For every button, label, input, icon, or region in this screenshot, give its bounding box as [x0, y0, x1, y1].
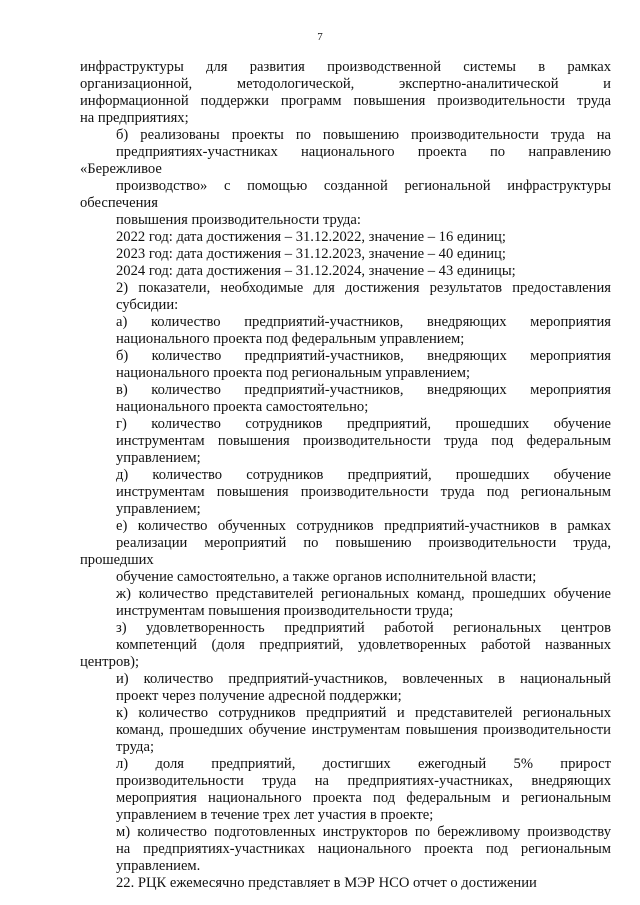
- text-line: обучение самостоятельно, а также органов исполнительной власти;: [116, 569, 537, 585]
- paragraph: [80, 229, 611, 246]
- text-line: 2) показатели, необходимые для достижения результатов предоставления: [116, 280, 611, 296]
- text-line: 2024 год: дата достижения – 31.12.2024, значение – 43 единицы;: [116, 263, 516, 279]
- text-line: реализации мероприятий по повышению производительности труда, прошедших: [80, 535, 611, 568]
- text-line: национального проекта под региональным управлением;: [116, 365, 471, 381]
- text-line: ж) количество представителей региональных команд, прошедших обучение: [116, 586, 611, 602]
- document-body: [80, 59, 611, 892]
- text-line: д) количество сотрудников предприятий, прошедших обучение: [116, 467, 611, 483]
- paragraph: [80, 382, 611, 416]
- text-line: организационной, методологической, экспертно-аналитической и: [80, 76, 611, 92]
- text-line: 2023 год: дата достижения – 31.12.2023, значение – 40 единиц;: [116, 246, 506, 262]
- text-line: е) количество обученных сотрудников предприятий-участников в рамках: [116, 518, 611, 534]
- text-line: компетенций (доля предприятий, удовлетворенных работой названных центров);: [80, 637, 611, 670]
- paragraph: [80, 671, 611, 705]
- text-line: 2022 год: дата достижения – 31.12.2022, значение – 16 единиц;: [116, 229, 506, 245]
- text-line: л) доля предприятий, достигших ежегодный 5% прирост: [116, 756, 611, 772]
- text-line: м) количество подготовленных инструкторов по бережливому производству: [116, 824, 611, 840]
- text-line: мероприятия национального проекта под федеральным и региональным: [116, 790, 611, 806]
- text-line: на предприятиях-участниках национального проекта под региональным: [116, 841, 611, 857]
- text-line: управлением.: [116, 858, 201, 874]
- paragraph: [80, 756, 611, 824]
- text-line: предприятиях-участниках национального проекта по направлению «Бережливое: [80, 144, 611, 177]
- paragraph: [80, 127, 611, 229]
- text-line: инструментам повышения производительности труда;: [116, 603, 454, 619]
- text-line: проект через получение адресной поддержки;: [116, 688, 402, 704]
- text-line: в) количество предприятий-участников, внедряющих мероприятия: [116, 382, 611, 398]
- text-line: и) количество предприятий-участников, вовлеченных в национальный: [116, 671, 611, 687]
- text-line: управлением в течение трех лет участия в проекте;: [116, 807, 434, 823]
- text-line: б) количество предприятий-участников, внедряющих мероприятия: [116, 348, 611, 364]
- text-line: повышения производительности труда:: [116, 212, 361, 228]
- text-line: производительности труда на предприятиях-участниках, внедряющих: [116, 773, 611, 789]
- text-line: труда;: [116, 739, 154, 755]
- text-line: информационной поддержки программ повышения производительности труда: [80, 93, 611, 109]
- paragraph: [80, 620, 611, 671]
- text-line: к) количество сотрудников предприятий и представителей региональных: [116, 705, 611, 721]
- paragraph: [80, 875, 611, 892]
- text-line: б) реализованы проекты по повышению производительности труда на: [116, 127, 611, 143]
- text-line: производство» с помощью созданной региональной инфраструктуры обеспечения: [80, 178, 611, 211]
- text-line: на предприятиях;: [80, 110, 189, 126]
- paragraph: [80, 416, 611, 467]
- paragraph: [80, 280, 611, 314]
- text-line: национального проекта самостоятельно;: [116, 399, 369, 415]
- text-line: а) количество предприятий-участников, внедряющих мероприятия: [116, 314, 611, 330]
- page-number: 7: [317, 31, 323, 43]
- text-line: субсидии:: [116, 297, 179, 313]
- paragraph: [80, 824, 611, 875]
- paragraph: [80, 348, 611, 382]
- text-line: команд, прошедших обучение инструментам повышения производительности: [116, 722, 611, 738]
- paragraph: [80, 705, 611, 756]
- paragraph: [80, 59, 611, 127]
- text-line: управлением;: [116, 501, 201, 517]
- text-line: инструментам повышения производительности труда под федеральным: [116, 433, 611, 449]
- paragraph: [80, 586, 611, 620]
- paragraph: [80, 246, 611, 263]
- text-line: управлением;: [116, 450, 201, 466]
- paragraph: [80, 263, 611, 280]
- paragraph: [80, 467, 611, 518]
- paragraph: [80, 518, 611, 586]
- text-line: инфраструктуры для развития производственной системы в рамках: [80, 59, 611, 75]
- text-line: г) количество сотрудников предприятий, прошедших обучение: [116, 416, 611, 432]
- text-line: з) удовлетворенность предприятий работой региональных центров: [116, 620, 611, 636]
- text-line: инструментам повышения производительности труда под региональным: [116, 484, 611, 500]
- text-line: национального проекта под федеральным управлением;: [116, 331, 465, 347]
- text-line: 22. РЦК ежемесячно представляет в МЭР НСО отчет о достижении: [116, 875, 537, 891]
- paragraph: [80, 314, 611, 348]
